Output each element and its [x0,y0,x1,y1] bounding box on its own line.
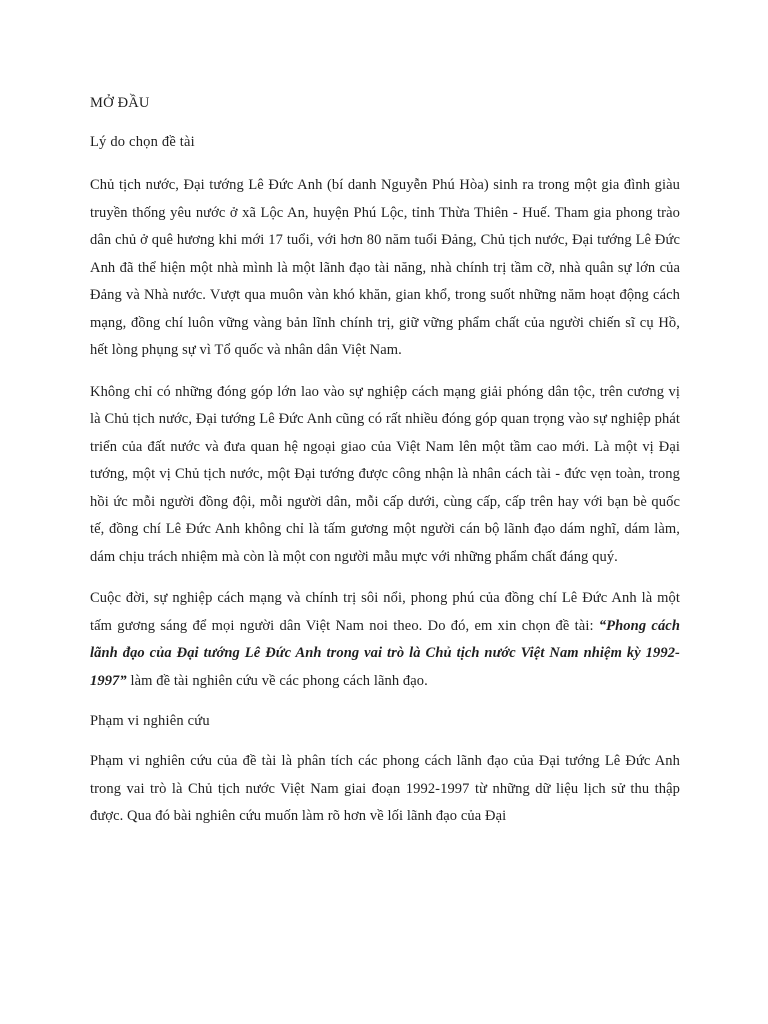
paragraph-biography: Chủ tịch nước, Đại tướng Lê Đức Anh (bí danh Nguyễn Phú Hòa) sinh ra trong một gia đình giàu truyền thống yêu nước ở xã Lộc An, huyện Phú Lộc, tỉnh Thừa Thiên - Huế. Tham gia phong trào dân chủ ở quê hương khi mới 17 tuổi, với hơn 80 năm tuổi Đảng, Chủ tịch nước, Đại tướng Lê Đức Anh đã thể hiện một nhà mình là một lãnh đạo tài năng, nhà chính trị tầm cỡ, nhà quân sự lớn của Đảng và Nhà nước. Vượt qua muôn vàn khó khăn, gian khổ, trong suốt những năm hoạt động cách mạng, đồng chí luôn vững vàng bản lĩnh chính trị, giữ vững phẩm chất của người chiến sĩ cụ Hồ, hết lòng phụng sự vì Tổ quốc và nhân dân Việt Nam. [90,177,680,358]
document-heading: MỞ ĐẦU [90,95,150,111]
topic-title: “Phong cách lãnh đạo của Đại tướng Lê Đức Anh trong vai trò là Chủ tịch nước Việt Nam nhiệm kỳ 1992-1997” [90,617,680,689]
paragraph-topic-choice [90,585,680,695]
topic-outro-text: làm đề tài nghiên cứu về các phong cách lãnh đạo. [126,672,428,689]
paragraph-contributions: Không chỉ có những đóng góp lớn lao vào sự nghiệp cách mạng giải phóng dân tộc, trên cương vị là Chủ tịch nước, Đại tướng Lê Đức Anh cũng có rất nhiều đóng góp quan trọng vào sự nghiệp phát triển của đất nước và đưa quan hệ ngoại giao của Việt Nam lên một tầm cao mới. Là một vị Đại tướng, một vị Chủ tịch nước, một Đại tướng được công nhận là nhân cách tài - đức vẹn toàn, trong hồi ức mỗi người đồng đội, mỗi người dân, mỗi cấp dưới, cùng cấp, cấp trên hay với bạn bè quốc tế, đồng chí Lê Đức Anh không chỉ là tấm gương một người cán bộ lãnh đạo dám nghĩ, dám làm, dám chịu trách nhiệm mà còn là một con người mẫu mực với những phẩm chất đáng quý. [90,383,680,565]
topic-intro-text: Cuộc đời, sự nghiệp cách mạng và chính trị sôi nổi, phong phú của đồng chí Lê Đức Anh là một tấm gương sáng để mọi người dân Việt Nam noi theo. Do đó, em xin chọn đề tài: [90,590,680,634]
paragraph-scope: Phạm vi nghiên cứu của đề tài là phân tích các phong cách lãnh đạo của Đại tướng Lê Đức Anh trong vai trò là Chủ tịch nước Việt Nam giai đoạn 1992-1997 từ những dữ liệu lịch sử thu thập được. Qua đó bài nghiên cứu muốn làm rõ hơn về lối lãnh đạo của Đại [90,753,680,824]
section-title-scope: Phạm vi nghiên cứu [90,713,210,729]
section-title-reason: Lý do chọn đề tài [90,134,195,150]
